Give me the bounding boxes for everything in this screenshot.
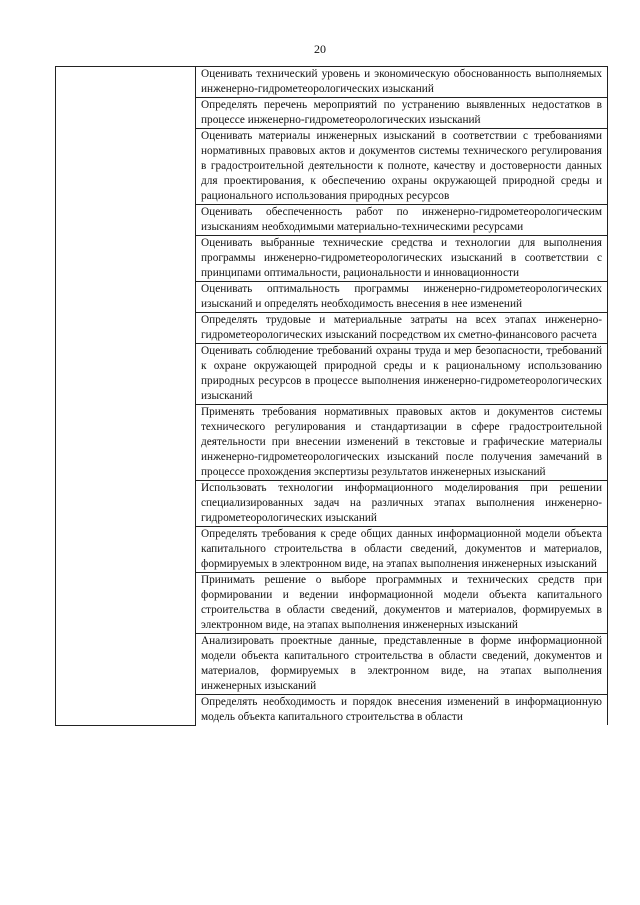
- table-cell: [196, 405, 608, 481]
- table-cell-text: Использовать технологии информационного моделирования при решении специализированных задач на различных этапах выполнения инженерно-гидрометеорологических изысканий: [201, 482, 602, 524]
- table-cell: [196, 282, 608, 313]
- table-cell: [196, 527, 608, 573]
- table-cell-text: Определять трудовые и материальные затраты на всех этапах инженерно-гидрометеорологических изысканий посредством их сметно-финансового расчета: [201, 314, 602, 341]
- table-cell: [196, 129, 608, 205]
- table-cell-text: Определять требования к среде общих данных информационной модели объекта капитального строительства в области сведений, документов и материалов, формируемых в электронном виде, на этапах выполнения инженерных изысканий: [201, 528, 602, 570]
- table-cell-text: Анализировать проектные данные, представленные в форме информационной модели объекта капитального строительства в области сведений, документов и материалов, формируемых в электронном виде, на этапах выполнения инженерных изысканий: [201, 635, 602, 692]
- table-cell-text: Оценивать оптимальность программы инженерно-гидрометеорологических изысканий и определять необходимость внесения в нее изменений: [201, 283, 602, 310]
- table-left-column-cell: [56, 67, 196, 726]
- table-cell: [196, 481, 608, 527]
- table-cell-text: Оценивать материалы инженерных изысканий в соответствии с требованиями нормативных правовых актов и документов системы технического регулирования в градостроительной деятельности к полноте, качеству и достоверности данных для проектирования, к обеспечению охраны окружающей природной среды и рационального использования природных ресурсов: [201, 130, 602, 202]
- table-cell: [196, 236, 608, 282]
- table-cell-text: Оценивать обеспеченность работ по инженерно-гидрометеорологическим изысканиям необходимыми материально-техническими ресурсами: [201, 206, 602, 233]
- table-cell: [196, 98, 608, 129]
- table-cell-text: Оценивать соблюдение требований охраны труда и мер безопасности, требований к охране окружающей природной среды и к рациональному использованию природных ресурсов в процессе выполнения инженерно-гидрометеорологических изысканий: [201, 345, 602, 402]
- skills-table: [55, 66, 608, 726]
- table-cell: [196, 634, 608, 695]
- table-cell: [196, 313, 608, 344]
- table-cell: [196, 205, 608, 236]
- table-cell-text: Оценивать технический уровень и экономическую обоснованность выполняемых инженерно-гидрометеорологических изысканий: [201, 68, 602, 95]
- table-cell: [196, 573, 608, 634]
- table-cell: [196, 67, 608, 98]
- table-cell-text: Принимать решение о выборе программных и технических средств при формировании и ведении информационной модели объекта капитального строительства в области сведений, документов и материалов, формируемых в электронном виде, на этапах выполнения инженерных изысканий: [201, 574, 602, 631]
- table-cell-text: Оценивать выбранные технические средства и технологии для выполнения программы инженерно-гидрометеорологических изысканий в соответствии с принципами оптимальности, рациональности и инновационности: [201, 237, 602, 279]
- table-cell-text: Определять необходимость и порядок внесения изменений в информационную модель объекта капитального строительства в области: [201, 696, 602, 723]
- table-cell: [196, 344, 608, 405]
- page-number: 20: [314, 42, 326, 56]
- table-cell: [196, 695, 608, 726]
- table-cell-text: Определять перечень мероприятий по устранению выявленных недостатков в процессе инженерно-гидрометеорологических изысканий: [201, 99, 602, 126]
- table-cell-text: Применять требования нормативных правовых актов и документов системы технического регулирования и стандартизации в сфере градостроительной деятельности при внесении изменений в текстовые и графические материалы инженерно-гидрометеорологических изысканий после получения замечаний в процессе прохождения экспертизы результатов инженерных изысканий: [201, 406, 602, 478]
- table-row: [56, 67, 608, 98]
